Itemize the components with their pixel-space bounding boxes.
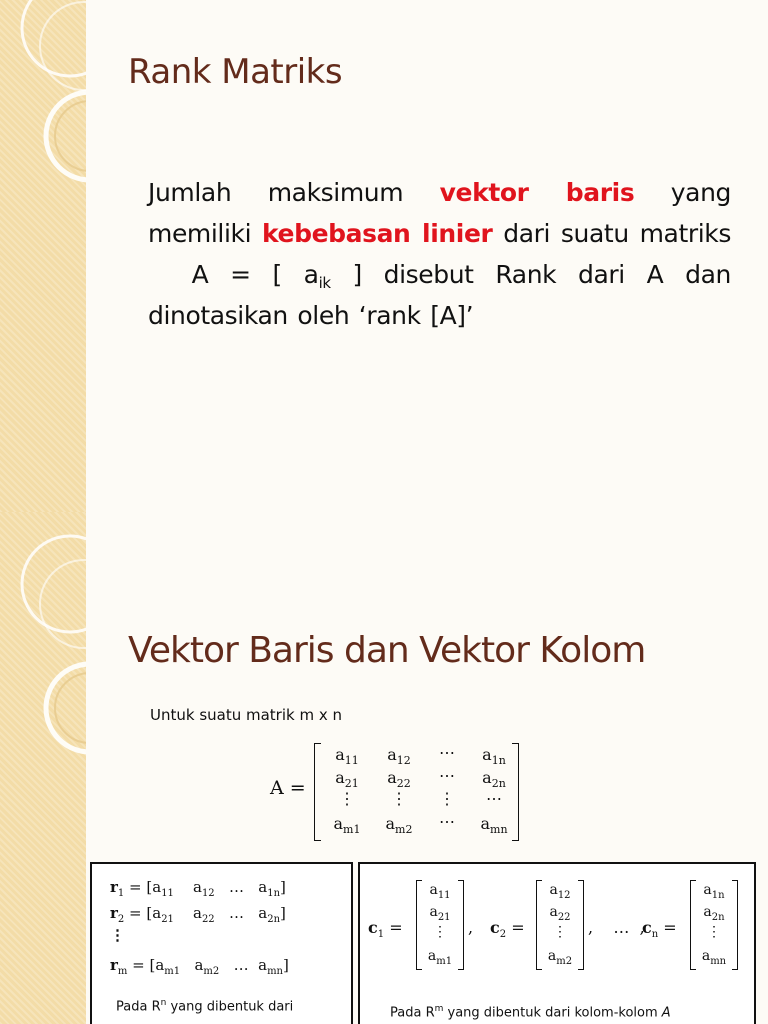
matrix-cell: $a_{22}$ [387,768,411,791]
row-vertical-dots: ⋮ [110,926,125,944]
row-vectors-caption: Pada $R^n$ yang dibentuk dari [116,998,294,1015]
column-vectors-caption: Pada $R^m$ yang dibentuk dari kolom-kolom A [390,1004,671,1021]
column-vector-c1 [416,880,464,970]
matrix-cell: $a_{2n}$ [482,768,506,791]
decorative-rings-icon [0,512,86,1024]
column-vector-label: $c_n$ = [642,918,677,941]
vector-entry: ⋮ [433,924,447,940]
matrix-cell: ⋯ [439,743,455,762]
text-segment: Jumlah maksimum [148,178,440,207]
vector-entry: $a_{21}$ [429,904,451,923]
vector-entry: ⋮ [553,924,567,940]
column-vector-label: $c_2$ = [490,918,525,941]
matrix-label: A = [270,777,306,799]
slide-title: Rank Matriks [128,52,343,92]
matrix-cell: ⋯ [439,812,455,831]
row-vector-rm: $r_m = [a_{m1}$ $a_{m2}$ … $a_{mn}$] [110,956,289,977]
separator-ellipsis: , … , [588,918,645,937]
matrix-cell: $a_{11}$ [335,745,359,768]
separator-comma: , [468,918,474,937]
decorative-rings-icon [0,0,86,512]
column-vectors-box [358,862,756,1024]
matrix-cell: ⋯ [439,766,455,785]
text-segment: disebut Rank dari A dan dinotasikan oleh ‘rank [A]’ [148,260,732,330]
matrix-cell: ⋮ [339,789,355,808]
vector-entry: ⋮ [707,924,721,940]
column-vector-label: $c_1$ = [368,918,403,941]
vector-entry: $a_{11}$ [429,882,451,901]
text-segment: yang memiliki [148,178,731,248]
matrix-cell: $a_{m2}$ [385,814,413,837]
column-vector-cn [690,880,738,970]
slide-title: Vektor Baris dan Vektor Kolom [128,630,646,671]
matrix-notation-close: ] [330,260,362,289]
vector-entry: $a_{22}$ [549,904,571,923]
slide-vektor-baris-kolom [0,512,768,1024]
text-segment: dari suatu matriks [492,219,731,248]
rank-definition-paragraph [148,172,731,336]
matrix-cell: $a_{1n}$ [482,745,506,768]
matrix-cell: $a_{m1}$ [333,814,361,837]
matrix-notation: A = [ a [191,260,319,289]
highlight-vektor-baris: vektor baris [439,178,635,207]
vector-entry: $a_{12}$ [549,882,571,901]
vector-entry: $a_{1n}$ [703,882,725,901]
vector-entry: $a_{mn}$ [701,948,727,967]
matrix-cell: $a_{mn}$ [480,814,508,837]
vector-entry: $a_{m2}$ [547,948,573,967]
vector-entry: $a_{m1}$ [427,948,453,967]
decorative-side-strip [0,512,86,1024]
matrix-cell: ⋯ [486,789,502,808]
row-vector-r2: $r_2 = [a_{21}$ $a_{22}$ … $a_{2n}$] [110,904,286,925]
left-bracket [314,743,321,841]
highlight-kebebasan-linier: kebebasan linier [261,219,493,248]
matrix-notation-subscript: ik [318,274,331,292]
matrix-cell: $a_{21}$ [335,768,359,791]
decorative-side-strip [0,0,86,512]
matrix-cell: ⋮ [391,789,407,808]
intro-text: Untuk suatu matrik m x n [150,706,343,724]
column-vector-c2 [536,880,584,970]
matrix-cell: $a_{12}$ [387,745,411,768]
matrix-cell: ⋮ [439,789,455,808]
matrix-a [268,737,528,841]
row-vectors-box [90,862,353,1024]
vector-entry: $a_{2n}$ [703,904,725,923]
row-vector-r1: $r_1 = [a_{11}$ $a_{12}$ … $a_{1n}$] [110,878,286,899]
